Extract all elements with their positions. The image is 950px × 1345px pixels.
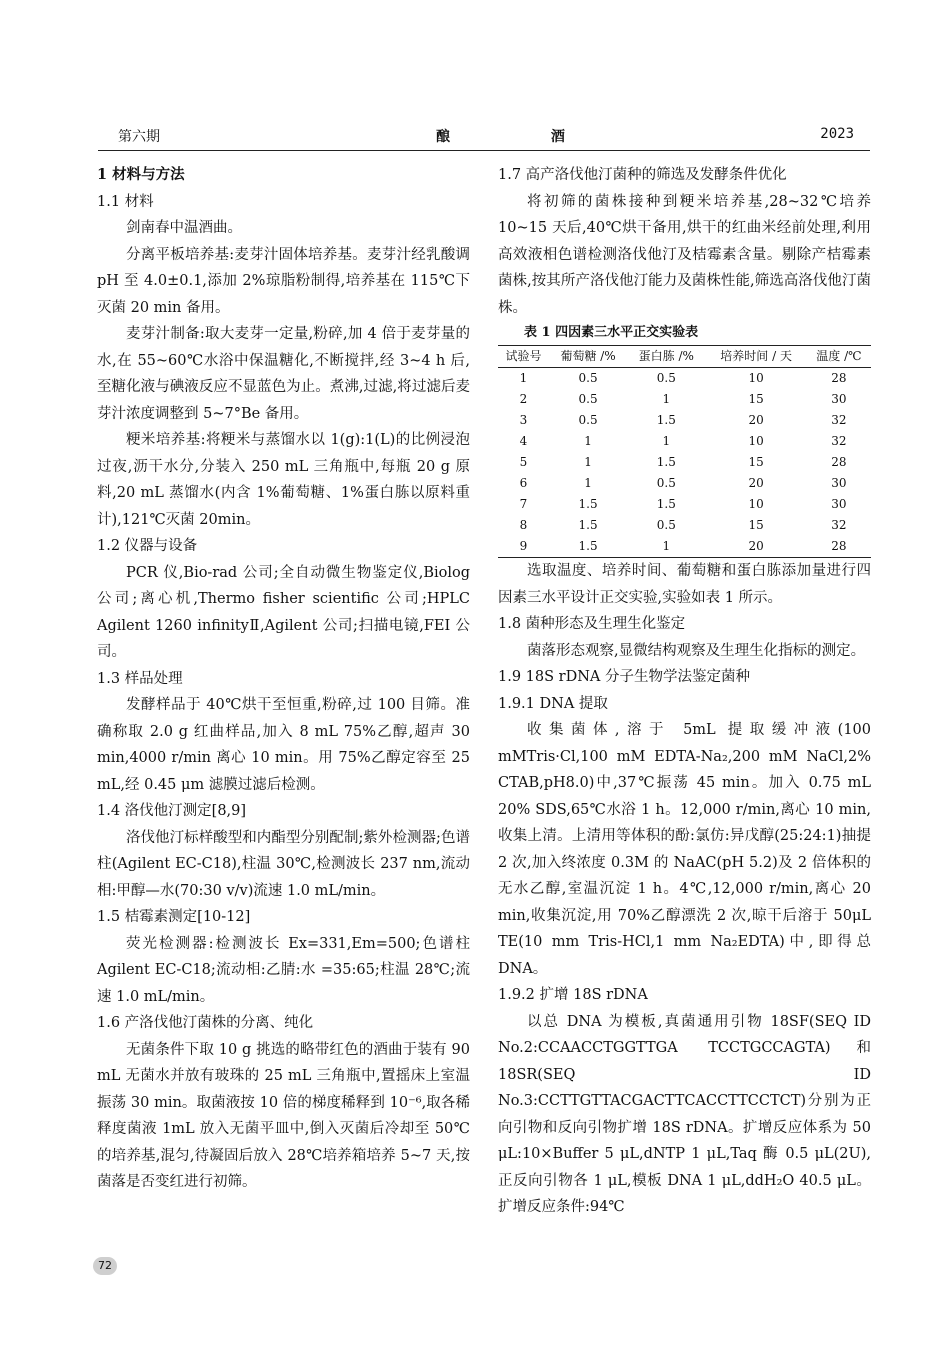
table-row (498, 389, 871, 410)
section-heading: 1.9 18S rDNA 分子生物学法鉴定菌种 (498, 669, 750, 685)
table-cell: 28 (807, 536, 871, 558)
table-cell: 0.5 (578, 371, 598, 385)
table-row (498, 536, 871, 558)
table-row (498, 431, 871, 452)
table-cell: 0.5 (656, 476, 676, 490)
page-number: 72 (93, 1257, 117, 1275)
section-heading: 1.9.1 DNA 提取 (498, 695, 608, 712)
table-cell: 1.5 (656, 455, 676, 469)
table-cell: 3 (519, 413, 528, 427)
table-cell: 32 (831, 413, 847, 427)
table-cell: 10 (748, 371, 764, 385)
orthogonal-table (498, 345, 871, 558)
table-cell: 30 (831, 497, 847, 511)
section-heading: 1.3 样品处理 (97, 670, 183, 687)
table-cell: 6 (519, 476, 528, 490)
journal-name: 酿 酒 (436, 129, 613, 145)
table-cell: 20 (705, 536, 806, 558)
section-heading: 1.1 材料 (97, 193, 154, 210)
table-cell: 15 (748, 518, 764, 532)
table-row (498, 452, 871, 473)
right-column (498, 162, 871, 1221)
right-top-section (498, 162, 871, 321)
table-cell: 7 (519, 497, 528, 511)
table-cell: 1 (519, 371, 528, 385)
year-label: 2023 (820, 126, 854, 142)
table-cell: 0.5 (656, 518, 676, 532)
issue-label: 第六期 (118, 129, 160, 145)
table-cell: 10 (748, 497, 764, 511)
column-header: 培养时间 / 天 (705, 346, 806, 368)
paragraph: 洛伐他汀标样酸型和内酯型分别配制;紫外检测器;色谱柱(Agilent EC-C18),柱温 30℃,检测波长 237 nm,流动相:甲醇—水(70:30 v/v)流速 1.0 mL/min。 (97, 829, 470, 899)
header-rule (98, 150, 870, 151)
table-cell: 28 (831, 371, 847, 385)
paragraph: 收集菌体,溶于 5mL 提取缓冲液(100 mMTris·Cl,100 mM EDTA-Na₂,200 mM NaCl,2% CTAB,pH8.0)中,37℃振荡 45 min。加入 0.75 mL 20% SDS,65℃水浴 1 h。12,000 r/min,离心 10 min,收集上清。上清用等体积的酚:氯仿:异戊醇(25:24:1)抽提 2 次,加入终浓度 0.3M 的 NaAC(pH 5.2)及 2 倍体积的无水乙醇,室温沉淀 1 h。4℃,12,000 r/min,离心 20 min,收集沉淀,用 70%乙醇漂洗 2 次,晾干后溶于 50μL TE(10 mm Tris-HCl,1 mm Na₂EDTA)中,即得总 DNA。 (498, 722, 871, 977)
paragraph: 粳米培养基:将粳米与蒸馏水以 1(g):1(L)的比例浸泡过夜,沥干水分,分装入 250 mL 三角瓶中,每瓶 20 g 原料,20 mL 蒸馏水(内含 1%葡萄糖、1%蛋白胨以原料重计),121℃灭菌 20min。 (97, 432, 470, 528)
column-header: 温度 /℃ (807, 346, 871, 368)
section-heading: 1.2 仪器与设备 (97, 538, 198, 554)
section-heading: 1.8 菌种形态及生理生化鉴定 (498, 616, 686, 632)
paragraph: 发酵样品于 40℃烘干至恒重,粉碎,过 100 目筛。准确称取 2.0 g 红曲样品,加入 8 mL 75%乙醇,超声 30 min,4000 r/min 离心 10 min。用 75%乙醇定容至 25 mL,经 0.45 μm 滤膜过滤后检测。 (97, 697, 470, 793)
table-cell: 1 (662, 434, 671, 448)
table-cell: 8 (519, 518, 528, 532)
table-cell: 1.5 (549, 536, 627, 558)
table-cell: 30 (831, 392, 847, 406)
paragraph: 剑南春中温酒曲。 (126, 220, 242, 236)
table-cell: 32 (831, 434, 847, 448)
paragraph: 无菌条件下取 10 g 挑选的略带红色的酒曲于装有 90 mL 无菌水并放有玻珠的 25 mL 三角瓶中,置摇床上室温振荡 30 min。取菌液按 10 倍的梯度稀释到 10⁻⁶,取各稀释度菌液 1mL 放入无菌平皿中,倒入灭菌后冷却至 50℃的培养基,混匀,待凝固后放入 28℃培养箱培养 5~7 天,按菌落是否变红进行初筛。 (97, 1041, 470, 1190)
paragraph: 以总 DNA 为模板,真菌通用引物 18SF(SEQ ID No.2:CCAACCTGGTTGA TCCTGCCAGTA)和 18SR(SEQ ID No.3:CCTTGTTACGACTTCACCTTCCTCT)分别为正向引物和反向引物扩增 18S rDNA。扩增反应体系为 50 μL:10×Buffer 5 μL,dNTP 1 μL,Taq 酶 0.5 μL(2U),正反向引物各 1 μL,模板 DNA 1 μL,ddH₂O 40.5 μL。扩增反应条件:94℃ (498, 1013, 871, 1215)
section-heading: 1.6 产洛伐他汀菌株的分离、纯化 (97, 1015, 314, 1031)
table-cell: 1 (627, 536, 705, 558)
paragraph: 将初筛的菌株接种到粳米培养基,28~32℃培养 10~15 天后,40℃烘干备用,烘干的红曲米经前处理,利用高效液相色谱检测洛伐他汀及桔霉素含量。剔除产桔霉素菌株,按其所产洛伐他汀能力及菌株性能,筛选高洛伐他汀菌株。 (498, 193, 871, 316)
table-row (498, 368, 871, 390)
table-cell: 20 (748, 476, 764, 490)
table-cell: 32 (831, 518, 847, 532)
section-heading: 1.9.2 扩增 18S rDNA (498, 987, 648, 1003)
table-cell: 28 (831, 455, 847, 469)
table-cell: 1.5 (578, 518, 598, 532)
column-header: 葡萄糖 /% (549, 346, 627, 368)
paragraph: 荧光检测器:检测波长 Ex=331,Em=500;色谱柱 Agilent EC-C18;流动相:乙腈:水 =35:65;柱温 28℃;流速 1.0 mL/min。 (97, 935, 470, 1005)
section-heading: 1 材料与方法 (97, 166, 185, 183)
paragraph: 麦芽汁制备:取大麦芽一定量,粉碎,加 4 倍于麦芽量的水,在 55~60℃水浴中保温糖化,不断搅拌,经 3~4 h 后,至糖化液与碘液反应不显蓝色为止。煮沸,过滤,将过滤后麦芽汁浓度调整到 5~7°Be 备用。 (97, 326, 470, 422)
table-cell: 1 (584, 455, 592, 469)
table-row (498, 410, 871, 431)
table-row (498, 473, 871, 494)
table-cell: 15 (748, 455, 764, 469)
left-column (97, 162, 470, 1196)
table-cell: 2 (519, 392, 528, 406)
table-cell: 0.5 (656, 371, 676, 385)
table-cell: 0.5 (578, 392, 598, 406)
paragraph: 菌落形态观察,显微结构观察及生理生化指标的测定。 (527, 642, 866, 659)
table-caption: 表 1 四因素三水平正交实验表 (524, 325, 699, 340)
table-cell: 1.5 (578, 497, 598, 511)
table-cell: 30 (831, 476, 847, 490)
right-bottom-section (498, 558, 871, 1221)
section-heading: 1.5 桔霉素测定[10-12] (97, 909, 251, 925)
running-header (118, 126, 854, 148)
section-heading: 1.4 洛伐他汀测定[8,9] (97, 803, 247, 819)
table-row (498, 494, 871, 515)
table-cell: 1 (584, 434, 592, 448)
table-header-row (498, 346, 871, 368)
paragraph: 选取温度、培养时间、葡萄糖和蛋白胨添加量进行四因素三水平设计正交实验,实验如表 1 所示。 (498, 563, 871, 606)
section-heading: 1.7 高产洛伐他汀菌种的筛选及发酵条件优化 (498, 167, 787, 183)
table-row (498, 515, 871, 536)
table-cell: 1.5 (656, 413, 676, 427)
table-cell: 15 (748, 392, 764, 406)
table-cell: 4 (519, 434, 528, 448)
column-header: 试验号 (498, 346, 549, 368)
table-cell: 10 (748, 434, 764, 448)
table-cell: 1 (662, 392, 671, 406)
paragraph: PCR 仪,Bio-rad 公司;全自动微生物鉴定仪,Biolog 公司;离心机,Thermo fisher scientific 公司;HPLC Agilent 1260 infinityⅡ,Agilent 公司;扫描电镜,FEI 公司。 (97, 564, 470, 660)
paragraph: 分离平板培养基:麦芽汁固体培养基。麦芽汁经乳酸调 pH 至 4.0±0.1,添加 2%琼脂粉制得,培养基在 115℃下灭菌 20 min 备用。 (97, 246, 470, 316)
table-cell: 5 (519, 455, 528, 469)
column-header: 蛋白胨 /% (627, 346, 705, 368)
table-cell: 20 (748, 413, 764, 427)
table-body (498, 368, 871, 558)
table-cell: 9 (498, 536, 549, 558)
table-cell: 0.5 (578, 413, 598, 427)
table-cell: 1.5 (656, 497, 676, 511)
table-cell: 1 (584, 476, 592, 490)
